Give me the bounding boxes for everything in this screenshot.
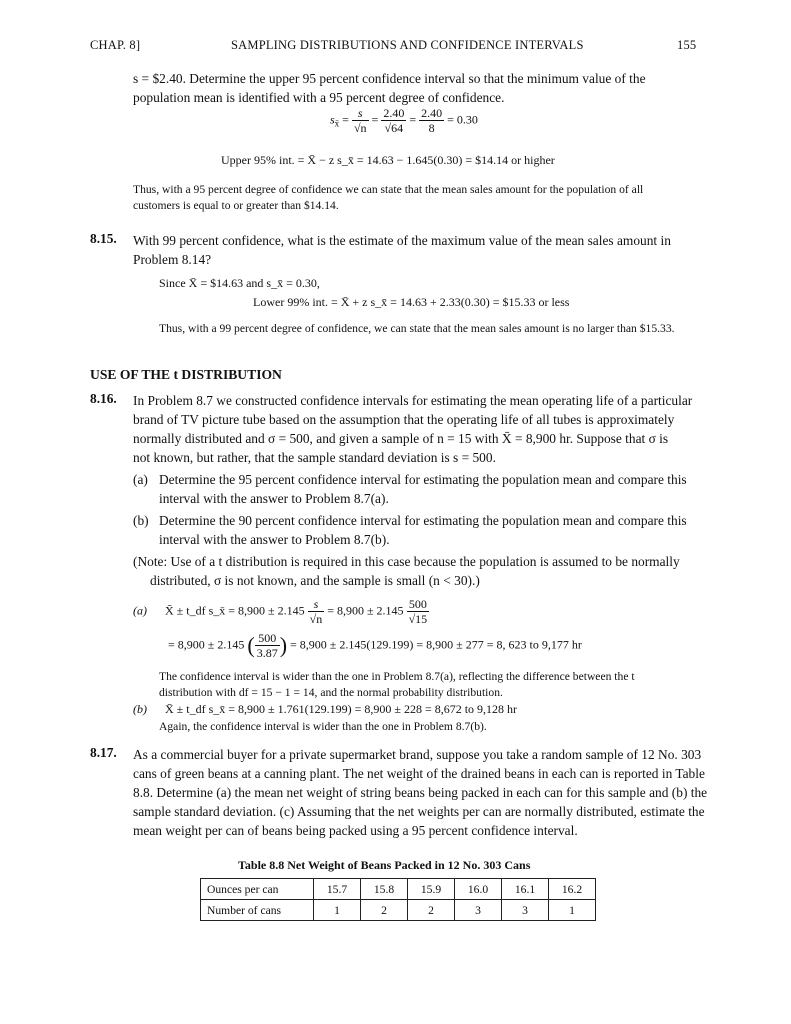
sol-a-frac2-den: √15 bbox=[408, 612, 428, 626]
p816-sol-a-line1 bbox=[133, 597, 429, 626]
sol-a-frac1-den: √n bbox=[309, 612, 323, 626]
p814-equation-standard-error: $s_{x̄}$ = $\frac{s}{√n}$ = $\frac{2.40}{√64}$ = $\frac{2.40}{8}$ = 0.30 bbox=[330, 106, 478, 135]
p817-line3: 8.8. Determine (a) the mean net weight of string beans being packed in each can for this sample and (b) the bbox=[133, 785, 708, 800]
ounces-cell: 15.8 bbox=[361, 879, 408, 900]
sol-a-frac3-num: 500 bbox=[255, 631, 280, 646]
p816-note-line1: (Note: Use of a t distribution is required in this case because the population is assumed to be normally bbox=[133, 554, 680, 569]
eq1-frac1-den: √n bbox=[353, 121, 367, 135]
p817-line1: As a commercial buyer for a private supermarket brand, suppose you take a random sample of 12 No. 303 bbox=[133, 747, 702, 762]
count-cell: 2 bbox=[408, 900, 455, 921]
p816-a-line1: Determine the 95 percent confidence interval for estimating the population mean and compare this bbox=[159, 472, 687, 487]
p816-a-label: (a) bbox=[133, 472, 148, 487]
section-title: USE OF THE t DISTRIBUTION bbox=[90, 367, 282, 382]
row-label-ounces: Ounces per can bbox=[201, 879, 314, 900]
p816-sol-a-line2: = 8,900 ± 2.145 ( $\frac{500}{3.87}$ ) = 8,900 ± 2.145(129.199) = 8,900 ± 277 = 8, 623 to 9,177 hr bbox=[168, 631, 582, 660]
header-chapter: CHAP. 8] bbox=[90, 38, 141, 52]
ounces-cell: 16.0 bbox=[455, 879, 502, 900]
sol-a-part1: X̄ ± t_df s_x̄ = 8,900 ± 2.145 bbox=[165, 603, 305, 618]
eq1-frac2-num: 2.40 bbox=[383, 106, 405, 120]
p817-line4: sample standard deviation. (c) Assuming that the net weights per can are normally distributed, estimate the bbox=[133, 804, 705, 819]
sol-a-frac3 bbox=[255, 631, 280, 660]
count-cell: 1 bbox=[314, 900, 361, 921]
row-label-count: Number of cans bbox=[201, 900, 314, 921]
eq1-frac3-num: 2.40 bbox=[421, 106, 443, 120]
count-cell: 1 bbox=[549, 900, 596, 921]
p815-equation: Lower 99% int. = X̄ + z s_x̄ = 14.63 + 2.33(0.30) = $15.33 or less bbox=[253, 295, 570, 309]
p816-number: 8.16. bbox=[90, 391, 117, 406]
p814-line1: s = $2.40. Determine the upper 95 percent confidence interval so that the minimum value of the bbox=[133, 71, 646, 86]
table-row-count bbox=[201, 900, 596, 921]
sol-a-label: (a) bbox=[133, 603, 147, 618]
p816-line4: not known, but rather, that the sample standard deviation is s = 500. bbox=[133, 450, 496, 465]
ounces-cell: 15.9 bbox=[408, 879, 455, 900]
p815-line2: Problem 8.14? bbox=[133, 252, 212, 267]
sol-a-frac1 bbox=[308, 597, 325, 626]
table-row-ounces bbox=[201, 879, 596, 900]
p816-sol-a-comment2: distribution with df = 15 − 1 = 14, and the normal probability distribution. bbox=[159, 686, 503, 699]
p816-note-line2: distributed, σ is not known, and the sample is small (n < 30).) bbox=[150, 573, 480, 588]
count-cell: 3 bbox=[455, 900, 502, 921]
p817-line5: mean weight per can of beans being packed using a 95 percent confidence interval. bbox=[133, 823, 578, 838]
p814-equation-upper-interval: Upper 95% int. = X̄ − z s_x̄ = 14.63 − 1.645(0.30) = $14.14 or higher bbox=[221, 153, 555, 167]
sol-a-line2-end: = 8,900 ± 2.145(129.199) = 8,900 ± 277 = 8, 623 to 9,177 hr bbox=[290, 637, 582, 652]
sol-a-line2-start: = 8,900 ± 2.145 bbox=[168, 637, 245, 652]
eq1-lhs: s bbox=[330, 112, 335, 127]
ounces-cell: 16.1 bbox=[502, 879, 549, 900]
p814-conclusion-line1: Thus, with a 95 percent degree of confidence we can state that the mean sales amount for the population of all bbox=[133, 183, 644, 196]
p817-line2: cans of green beans at a canning plant. The net weight of the drained beans in each can is reported in Table bbox=[133, 766, 705, 781]
p816-line2: brand of TV picture tube based on the assumption that the operating life of all tubes is approximately bbox=[133, 412, 675, 427]
p816-b-label: (b) bbox=[133, 513, 149, 528]
eq1-frac2-den: √64 bbox=[384, 121, 404, 135]
p816-a-line2: interval with the answer to Problem 8.7(a). bbox=[159, 491, 389, 506]
p815-conclusion: Thus, with a 99 percent degree of confidence, we can state that the mean sales amount is no larger than $15.33. bbox=[159, 322, 675, 335]
eq1-result: = 0.30 bbox=[447, 112, 478, 127]
p814-line2: population mean is identified with a 95 percent degree of confidence. bbox=[133, 90, 505, 105]
eq1-frac3 bbox=[419, 106, 444, 135]
p816-sol-b-comment: Again, the confidence interval is wider than the one in Problem 8.7(b). bbox=[159, 720, 487, 733]
sol-a-frac1-num: s bbox=[308, 597, 325, 612]
sol-a-frac2 bbox=[407, 597, 430, 626]
p816-line3: normally distributed and σ = 500, and given a sample of n = 15 with X̄ = 8,900 hr. Suppose that σ is bbox=[133, 431, 669, 446]
p816-line1: In Problem 8.7 we constructed confidence intervals for estimating the mean operating life of a particular bbox=[133, 393, 693, 408]
eq1-frac2 bbox=[381, 106, 406, 135]
count-cell: 3 bbox=[502, 900, 549, 921]
p815-number: 8.15. bbox=[90, 231, 117, 246]
header-page-number: 155 bbox=[677, 38, 697, 52]
net-weight-table bbox=[200, 878, 596, 921]
p815-line1: With 99 percent confidence, what is the estimate of the maximum value of the mean sales amount in bbox=[133, 233, 671, 248]
p817-number: 8.17. bbox=[90, 745, 117, 760]
sol-a-frac2-num: 500 bbox=[407, 597, 430, 612]
p816-sol-a-comment1: The confidence interval is wider than the one in Problem 8.7(a), reflecting the difference between the t bbox=[159, 670, 635, 683]
ounces-cell: 15.7 bbox=[314, 879, 361, 900]
sol-b-label: (b) bbox=[133, 702, 147, 716]
eq1-frac1 bbox=[352, 106, 369, 135]
p816-b-line1: Determine the 90 percent confidence interval for estimating the population mean and compare this bbox=[159, 513, 687, 528]
sol-a-part2: = 8,900 ± 2.145 bbox=[327, 603, 404, 618]
p816-b-line2: interval with the answer to Problem 8.7(b). bbox=[159, 532, 390, 547]
table-caption: Table 8.8 Net Weight of Beans Packed in 12 No. 303 Cans bbox=[238, 858, 531, 872]
p815-since: Since X̄ = $14.63 and s_x̄ = 0.30, bbox=[159, 276, 320, 290]
p816-sol-b bbox=[133, 702, 517, 717]
ounces-cell: 16.2 bbox=[549, 879, 596, 900]
count-cell: 2 bbox=[361, 900, 408, 921]
p814-conclusion-line2: customers is equal to or greater than $14.14. bbox=[133, 199, 339, 212]
header-title: SAMPLING DISTRIBUTIONS AND CONFIDENCE INTERVALS bbox=[231, 38, 584, 52]
eq1-frac3-den: 8 bbox=[428, 121, 435, 135]
sol-b-eq: X̄ ± t_df s_x̄ = 8,900 ± 1.761(129.199) = 8,900 ± 228 = 8,672 to 9,128 hr bbox=[165, 702, 518, 716]
sol-a-frac3-den: 3.87 bbox=[256, 646, 278, 660]
eq1-frac1-num: s bbox=[352, 106, 369, 121]
